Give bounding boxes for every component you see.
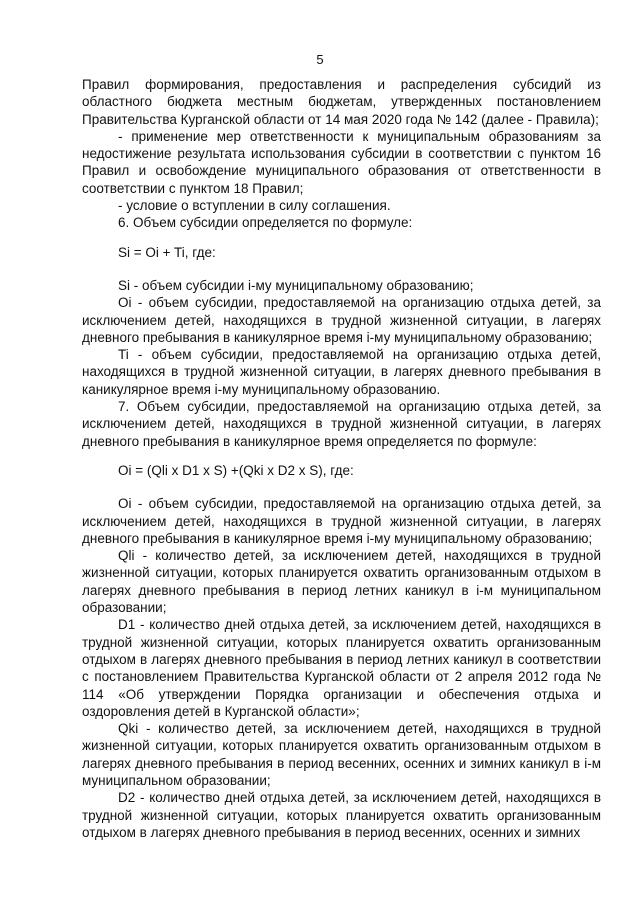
paragraph-item-7: 7. Объем субсидии, предоставляемой на организацию отдыха детей, за исключением детей, находящихся в трудной жизненной ситуации, в лагерях дневного пребывания в каникулярное время определяется по формуле: [82, 399, 601, 449]
page-number: 5 [316, 52, 324, 67]
definition-qli: Qli - количество детей, за исключением детей, находящихся в трудной жизненной ситуации, которых планируется охватить организованным отдыхом в лагерях дневного пребывания в период летних каникул в i-м муниципальном образовании; [82, 548, 601, 616]
paragraph-rules-continuation: Правил формирования, предоставления и распределения субсидий из областного бюджета местным бюджетам, утвержденных постановлением Правительства Курганской области от 14 мая 2020 года № 142 (далее - Правила); [82, 77, 601, 127]
definition-si: Si - объем субсидии i-му муниципальному образованию; [118, 277, 474, 293]
formula-si: Si = Oi + Ti, где: [118, 244, 216, 260]
definition-oi: Oi - объем субсидии, предоставляемой на организацию отдыха детей, за исключением детей, находящихся в трудной жизненной ситуации, в лагерях дневного пребывания в каникулярное время i-му муниципальному образованию; [82, 295, 601, 345]
paragraph-responsibility-measures: - применение мер ответственности к муниципальным образованиям за недостижение результата использования субсидии в соответствии с пунктом 16 Правил и освобождение муниципального образования от ответственности в соответствии с пунктом 18 Правил; [82, 128, 601, 196]
definition-d1: D1 - количество дней отдыха детей, за исключением детей, находящихся в трудной жизненной ситуации, которых планируется охватить организованным отдыхом в лагерях дневного пребывания в период летних каникул в соответствии с постановлением Правительства Курганской области от 2 апреля 2012 года № 114 «Об утверждении Порядка организации и обеспечения отдыха и оздоровления детей в Курганской области»; [82, 617, 601, 719]
definition-qki: Qki - количество детей, за исключением детей, находящихся в трудной жизненной ситуации, которых планируется охватить организованным отдыхом в лагерях дневного пребывания в период весенних, осенних и зимних каникул в i-м муниципальном образовании; [82, 721, 601, 788]
definition-d2: D2 - количество дней отдыха детей, за исключением детей, находящихся в трудной жизненной ситуации, которых планируется охватить организованным отдыхом в лагерях дневного пребывания в период весенних, осенних и зимних [82, 790, 601, 840]
paragraph-item-6: 6. Объем субсидии определяется по формуле: [118, 215, 413, 231]
definition-ti: Ti - объем субсидии, предоставляемой на организацию отдыха детей, находящихся в трудной жизненной ситуации, в лагерях дневного пребывания в каникулярное время i-му муниципальному образованию. [82, 347, 601, 397]
formula-oi: Oi = (Qli x D1 x S) +(Qki x D2 x S), где: [118, 462, 354, 478]
document-body [82, 76, 601, 841]
definition-oi-2: Oi - объем субсидии, предоставляемой на организацию отдыха детей, за исключением детей, находящихся в трудной жизненной ситуации, в лагерях дневного пребывания в каникулярное время i-му муниципальному образованию; [82, 496, 601, 546]
paragraph-entry-into-force: - условие о вступлении в силу соглашения. [118, 198, 391, 214]
